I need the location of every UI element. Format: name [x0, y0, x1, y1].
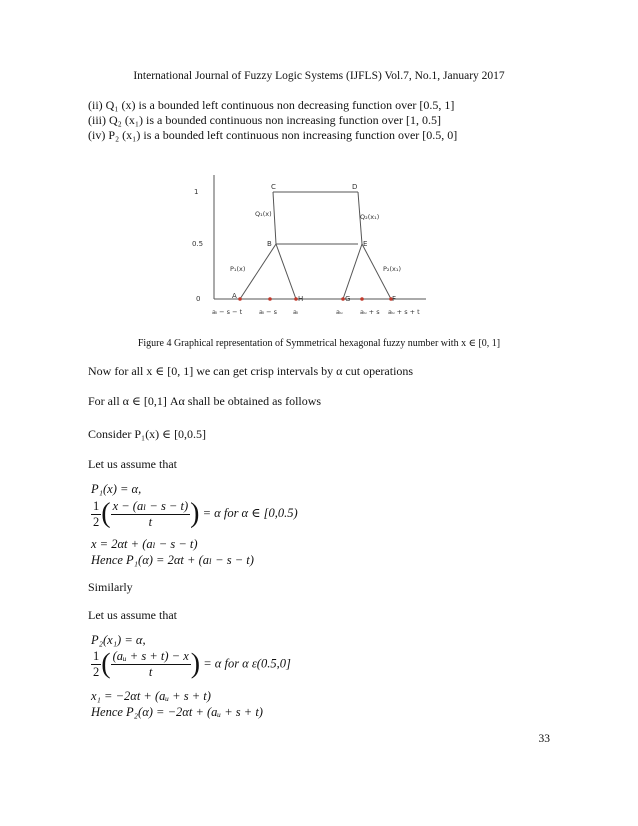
list-line-iv: (iv) P₂ (x₁) is a bounded left continuous non increasing function over [0.5, 0]	[88, 128, 458, 142]
paragraph-crisp-intervals: Now for all x ∈ [0, 1] we can get crisp intervals by α cut operations	[88, 364, 414, 378]
xlabel-aus: aᵤ + s	[360, 308, 380, 316]
segment-b-h	[276, 244, 296, 299]
xlabel-au: aᵤ	[336, 308, 343, 316]
point-as-dot	[268, 297, 272, 301]
journal-header: International Journal of Fuzzy Logic Systems (IJFLS) Vol.7, No.1, January 2017	[133, 70, 505, 82]
eq1-line-4: Hence P₁(α) = 2αt + (aₗ − s − t)	[91, 553, 254, 567]
eq1-line-1: P₁(x) = α,	[91, 482, 142, 496]
xlabel-als: aₗ − s	[259, 308, 278, 316]
segment-e-g	[343, 244, 362, 299]
xlabel-aust: aᵤ + s + t	[388, 308, 420, 316]
paragraph-assume-1: Let us assume that	[88, 457, 177, 471]
paragraph-similarly: Similarly	[88, 580, 133, 594]
eq1-half-fraction: $\frac{1}{2}$	[93, 498, 100, 529]
paragraph-consider: Consider P₁(x) ∈ [0,0.5]	[88, 427, 207, 441]
label-h: H	[298, 295, 304, 303]
list-line-iii: (iii) Q₂ (x₁) is a bounded continuous non increasing function over [1, 0.5]	[88, 113, 441, 127]
xlabel-al: aₗ	[293, 308, 299, 316]
y-tick-1: 1	[194, 188, 199, 196]
page-number: 33	[538, 733, 550, 745]
hexagonal-fuzzy-number-figure	[190, 175, 440, 325]
eq2-line-1: P₂(x₁) = α,	[91, 633, 146, 647]
eq2-line-3: x₁ = −2αt + (aᵤ + s + t)	[91, 689, 211, 703]
figure-caption: Figure 4 Graphical representation of Symmetrical hexagonal fuzzy number with x ∈ [0, 1]	[137, 338, 501, 349]
eq1-main-fraction: $\frac{\text{x − (aₗ − s − t)}}{t}$	[112, 499, 189, 529]
eq1-rhs: = α for α ∈ [0,0.5)	[202, 505, 298, 520]
label-b: B	[267, 240, 272, 248]
label-p1: P₁(x)	[230, 265, 246, 273]
xlabel-als-t: aₗ − s − t	[212, 308, 243, 316]
list-line-ii: (ii) Q₁ (x) is a bounded left continuous non decreasing function over [0.5, 1]	[88, 98, 455, 112]
eq1-line-2	[91, 498, 298, 530]
label-g: G	[345, 295, 351, 303]
label-e: E	[363, 240, 368, 248]
label-a: A	[232, 292, 237, 300]
label-q2: Q₂(x₁)	[360, 213, 380, 221]
label-p2: P₂(x₁)	[383, 265, 402, 273]
label-f: F	[392, 295, 397, 303]
eq1-paren-open: (	[101, 498, 111, 529]
point-aus-dot	[360, 297, 364, 301]
paragraph-alpha-cut: For all α ∈ [0,1] Aα shall be obtained as follows	[88, 394, 322, 408]
eq2-line-2	[91, 649, 291, 680]
eq1-paren-close: )	[190, 498, 200, 529]
label-c: C	[271, 183, 276, 191]
eq2-paren-open: (	[101, 648, 111, 680]
segment-c-b	[273, 192, 276, 244]
eq2-rhs: = α for α ε(0.5,0]	[203, 656, 291, 671]
eq2-paren-close: )	[190, 648, 201, 680]
eq2-half-fraction: $\frac{1}{2}$	[93, 649, 100, 679]
y-tick-0: 0	[196, 295, 201, 303]
eq1-line-3: x = 2αt + (aₗ − s − t)	[91, 537, 198, 551]
eq2-line-4: Hence P₂(α) = −2αt + (aᵤ + s + t)	[91, 705, 263, 719]
eq2-main-fraction: $\frac{\text{(aᵤ + s + t) − x}}{t}$	[112, 649, 189, 679]
y-tick-05: 0.5	[192, 240, 204, 248]
label-q1: Q₁(x)	[255, 210, 272, 218]
label-d: D	[352, 183, 358, 191]
paragraph-assume-2: Let us assume that	[88, 608, 177, 622]
point-a-dot	[238, 297, 242, 301]
